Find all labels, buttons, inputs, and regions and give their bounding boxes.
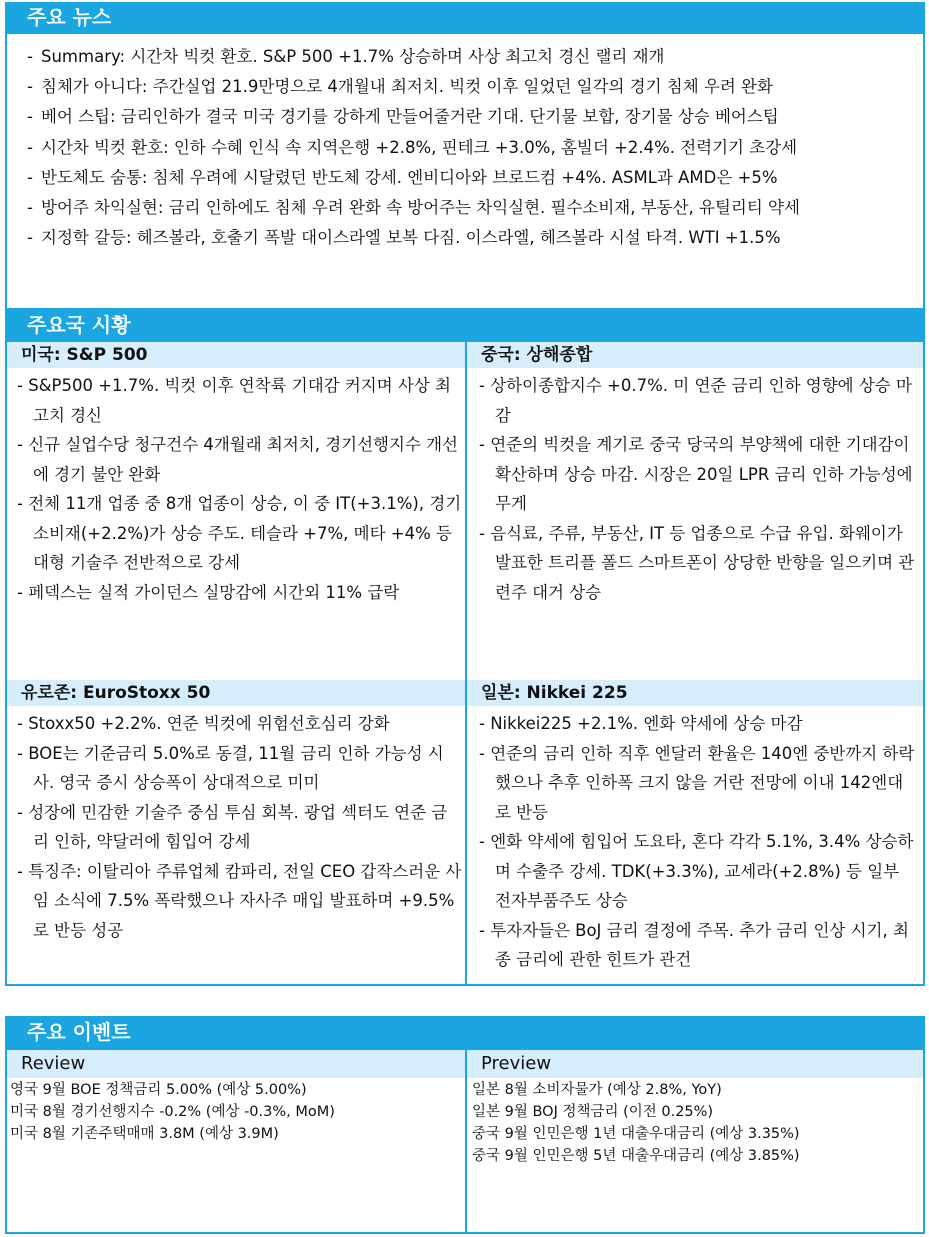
japan-market-header — [467, 680, 923, 706]
list-item: 일본 9월 BOJ 정책금리 (이전 0.25%) — [472, 1104, 714, 1120]
review-header — [7, 1050, 465, 1078]
markets-title: 주요국 시황 — [27, 313, 131, 337]
china-market-list — [469, 371, 919, 607]
news-item: - 방어주 차익실현: 금리 인하에도 침체 우려 완화 속 방어주는 차익실현. 필수소비재, 부동산, 유틸리티 약세 — [27, 198, 800, 218]
markets-section-header — [5, 310, 925, 340]
euro-market-title: 유로존: EuroStoxx 50 — [21, 683, 211, 703]
review-list — [7, 1079, 463, 1145]
list-item: - 성장에 민감한 기술주 중심 투심 회복. 광업 섹터도 연준 금리 인하, 약달러에 힘입어 강세 — [17, 802, 448, 851]
news-section-header — [5, 2, 925, 32]
japan-market-list — [469, 709, 919, 975]
events-title: 주요 이벤트 — [27, 1020, 131, 1044]
us-market-title: 미국: S&P 500 — [21, 345, 148, 365]
markets-column-divider — [465, 340, 467, 986]
us-market-header — [7, 342, 465, 368]
news-list — [7, 34, 923, 253]
preview-header — [467, 1050, 923, 1078]
list-item: - 연준의 빅컷을 계기로 중국 당국의 부양책에 대한 기대감이 확산하며 상승 마감. 시장은 20일 LPR 금리 인하 가능성에 무게 — [479, 435, 913, 513]
list-item: - Stoxx50 +2.2%. 연준 빅컷에 위험선호심리 강화 — [17, 714, 390, 733]
list-item: - 음식료, 주류, 부동산, IT 등 업종으로 수급 유입. 화웨이가 발표한 트리플 폴드 스마트폰이 상당한 반향을 일으키며 관련주 대거 상승 — [479, 523, 915, 602]
list-item: - 엔화 약세에 힘입어 도요타, 혼다 각각 5.1%, 3.4% 상승하며 수출주 강세. TDK(+3.3%), 교세라(+2.8%) 등 일부 전자부품주도 상승 — [479, 832, 914, 910]
list-item: - 페덱스는 실적 가이던스 실망감에 시간외 11% 급락 — [17, 582, 400, 602]
list-item: - BOE는 기준금리 5.0%로 동결, 11월 금리 인하 가능성 시사. 영국 증시 상승폭이 상대적으로 미미 — [17, 743, 444, 792]
news-item: - 시간차 빅컷 환호: 인하 수혜 인식 속 지역은행 +2.8%, 핀테크 +3.0%, 홈빌더 +2.4%. 전력기기 초강세 — [27, 137, 798, 157]
list-item: - 상하이종합지수 +0.7%. 미 연준 금리 인하 영향에 상승 마감 — [479, 376, 912, 425]
us-market-list — [7, 371, 463, 607]
list-item: - 연준의 금리 인하 직후 엔달러 환율은 140엔 중반까지 하락했으나 추후 인하폭 크지 않을 거란 전망에 이내 142엔대로 반등 — [479, 743, 915, 822]
preview-list — [469, 1079, 921, 1167]
list-item: 일본 8월 소비자물가 (예상 2.8%, YoY) — [472, 1082, 722, 1098]
china-market-header — [467, 342, 923, 368]
news-item: - 반도체도 숨통: 침체 우려에 시달렸던 반도체 강세. 엔비디아와 브로드컴 +4%. ASML과 AMD은 +5% — [27, 167, 778, 187]
euro-market-list — [7, 709, 463, 945]
list-item: 중국 9월 인민은행 1년 대출우대금리 (예상 3.35%) — [472, 1126, 800, 1142]
japan-market-title: 일본: Nikkei 225 — [481, 683, 628, 703]
preview-title: Preview — [481, 1053, 552, 1074]
list-item: 중국 9월 인민은행 5년 대출우대금리 (예상 3.85%) — [472, 1148, 800, 1164]
list-item: - Nikkei225 +2.1%. 엔화 약세에 상승 마감 — [479, 714, 803, 733]
list-item: 미국 8월 기존주택매매 3.8M (예상 3.9M) — [10, 1126, 279, 1142]
news-item: - 침체가 아니다: 주간실업 21.9만명으로 4개월내 최저치. 빅컷 이후 일었던 일각의 경기 침체 우려 완화 — [27, 77, 773, 97]
list-item: - 투자자들은 BoJ 금리 결정에 주목. 추가 금리 인상 시기, 최종 금리에 관한 힌트가 관건 — [479, 920, 909, 969]
list-item: 영국 9월 BOE 정책금리 5.00% (예상 5.00%) — [10, 1082, 307, 1098]
news-box — [5, 32, 925, 310]
news-title: 주요 뉴스 — [27, 5, 112, 29]
news-item: - 베어 스팁: 금리인하가 결국 미국 경기를 강하게 만들어줄거란 기대. 단기물 보합, 장기물 상승 베어스팁 — [27, 107, 779, 127]
news-item: - Summary: 시간차 빅컷 환호. S&P 500 +1.7% 상승하며 사상 최고치 경신 랠리 재개 — [27, 47, 665, 66]
review-title: Review — [21, 1053, 86, 1074]
list-item: - S&P500 +1.7%. 빅컷 이후 연착륙 기대감 커지며 사상 최고치 경신 — [17, 376, 451, 425]
list-item: - 신규 실업수당 청구건수 4개월래 최저치, 경기선행지수 개선에 경기 불안 완화 — [17, 435, 458, 484]
news-item: - 지정학 갈등: 헤즈볼라, 호출기 폭발 대이스라엘 보복 다짐. 이스라엘, 헤즈볼라 시설 타격. WTI +1.5% — [27, 228, 781, 248]
list-item: 미국 8월 경기선행지수 -0.2% (예상 -0.3%, MoM) — [10, 1104, 335, 1120]
china-market-title: 중국: 상해종합 — [481, 345, 593, 365]
events-section-header — [5, 1016, 925, 1048]
list-item: - 전체 11개 업종 중 8개 업종이 상승, 이 중 IT(+3.1%), 경기소비재(+2.2%)가 상승 주도. 테슬라 +7%, 메타 +4% 등 대형 기술주 전반적으로 강세 — [17, 494, 462, 572]
euro-market-header — [7, 680, 465, 706]
list-item: - 특징주: 이탈리아 주류업체 캄파리, 전일 CEO 갑작스러운 사임 소식에 7.5% 폭락했으나 자사주 매입 발표하며 +9.5%로 반등 성공 — [17, 861, 462, 940]
